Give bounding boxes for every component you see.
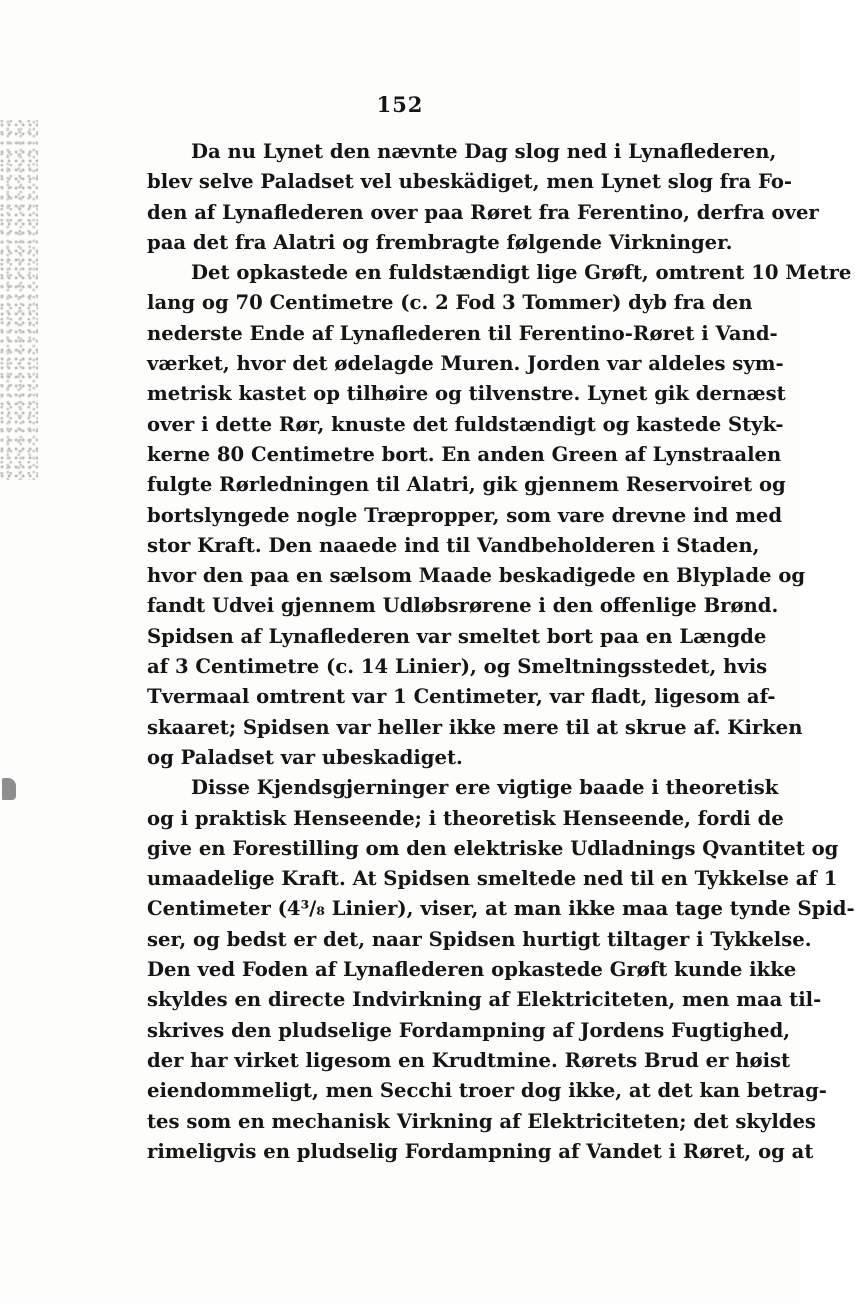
text-line: Da nu Lynet den nævnte Dag slog ned i Lynaflederen,	[191, 140, 777, 163]
text-line: metrisk kastet op tilhøire og tilvenstre. Lynet gik dernæst	[147, 382, 786, 406]
text-line: give en Forestilling om den elektriske Udladnings Qvantitet og	[147, 836, 839, 860]
text-line: over i dette Rør, knuste det fuldstændigt og kastede Styk-	[147, 412, 784, 436]
text-line: skyldes en directe Indvirkning af Elektriciteten, men maa til-	[147, 988, 822, 1012]
text-line: skaaret; Spidsen var heller ikke mere til at skrue af. Kirken	[147, 715, 803, 739]
text-line: hvor den paa en sælsom Maade beskadigede en Blyplade og	[147, 564, 806, 588]
text-line: og i praktisk Henseende; i theoretisk Henseende, fordi de	[147, 806, 784, 830]
text-line: der har virket ligesom en Krudtmine. Rørets Brud er høist	[147, 1048, 791, 1072]
text-line: lang og 70 Centimetre (c. 2 Fod 3 Tommer) dyb fra den	[147, 291, 753, 315]
text-line: umaadelige Kraft. At Spidsen smeltede ned til en Tykkelse af 1	[147, 867, 838, 891]
text-line: kerne 80 Centimetre bort. En anden Green af Lynstraalen	[147, 442, 782, 466]
text-line: stor Kraft. Den naaede ind til Vandbeholderen i Staden,	[147, 533, 760, 557]
text-line: eiendommeligt, men Secchi troer dog ikke, at det kan betrag-	[147, 1079, 827, 1103]
text-line: rimeligvis en pludselig Fordampning af Vandet i Røret, og at	[147, 1139, 814, 1163]
text-line: Spidsen af Lynaflederen var smeltet bort paa en Længde	[147, 624, 767, 648]
text-line: Den ved Foden af Lynaflederen opkastede Grøft kunde ikke	[147, 958, 797, 982]
body-text	[147, 137, 855, 1167]
text-line: Disse Kjendsgjerninger ere vigtige baade i theoretisk	[191, 776, 779, 800]
page-edge-mark	[2, 778, 16, 800]
text-line: den af Lynaflederen over paa Røret fra Ferentino, derfra over	[147, 200, 819, 224]
text-line: ser, og bedst er det, naar Spidsen hurtigt tiltager i Tykkelse.	[147, 927, 812, 951]
text-line: af 3 Centimetre (c. 14 Linier), og Smeltningsstedet, hvis	[147, 655, 768, 679]
text-line: paa det fra Alatri og frembragte følgende Virkninger.	[147, 230, 733, 254]
page-edge-speckle	[0, 120, 38, 480]
text-line: værket, hvor det ødelagde Muren. Jorden var aldeles sym-	[147, 352, 784, 376]
text-line: skrives den pludselige Fordampning af Jordens Fugtighed,	[147, 1018, 791, 1042]
text-line: fandt Udvei gjennem Udløbsrørene i den offenlige Brønd.	[147, 594, 779, 618]
text-line: og Paladset var ubeskadiget.	[147, 745, 463, 769]
text-line: Det opkastede en fuldstændigt lige Grøft, omtrent 10 Metre	[191, 261, 852, 285]
text-line: Centimeter (4³/₈ Linier), viser, at man ikke maa tage tynde Spid-	[147, 897, 855, 921]
text-line: tes som en mechanisk Virkning af Elektriciteten; det skyldes	[147, 1109, 816, 1133]
text-line: nederste Ende af Lynaflederen til Ferentino-Røret i Vand-	[147, 321, 778, 345]
text-line: Tvermaal omtrent var 1 Centimeter, var fladt, ligesom af-	[147, 685, 776, 709]
text-line: bortslyngede nogle Træpropper, som vare drevne ind med	[147, 503, 783, 527]
text-line: blev selve Paladset vel ubeskädiget, men Lynet slog fra Fo-	[147, 170, 793, 194]
text-line: fulgte Rørledningen til Alatri, gik gjennem Reservoiret og	[147, 473, 786, 497]
page-number: 152	[376, 92, 424, 117]
